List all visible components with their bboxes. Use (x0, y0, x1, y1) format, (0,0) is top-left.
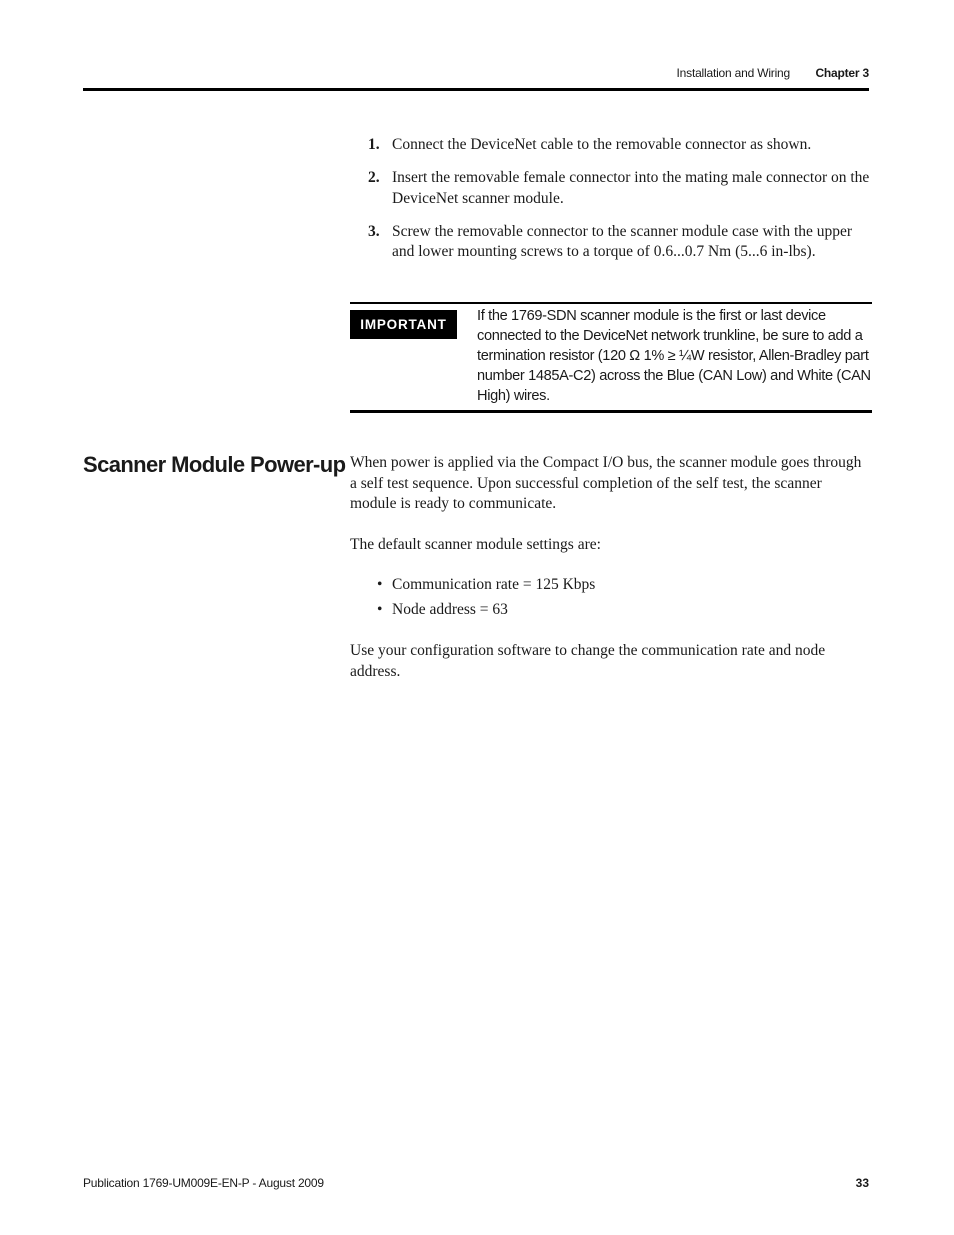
step-text: Connect the DeviceNet cable to the removable connector as shown. (392, 136, 812, 153)
step-number: 2. (368, 169, 380, 186)
section-heading: Scanner Module Power-up (83, 452, 346, 477)
step-number: 3. (368, 222, 380, 240)
important-text: If the 1769-SDN scanner module is the first or last device connected to the DeviceNet network trunkline, be sure to add a termination resistor (120 Ω 1% ≥ ¼W resistor, Allen-Bradley part number 1485A-C2) across the Blue (CAN Low) and White (CAN High) wires. (477, 308, 871, 404)
bullet-icon: • (377, 601, 383, 618)
step-item (350, 135, 870, 156)
notice-bottom-rule (350, 410, 872, 413)
header-section-title: Installation and Wiring (676, 66, 790, 80)
bullet-icon: • (377, 576, 383, 593)
step-text: Insert the removable female connector into the mating male connector on the DeviceNet scanner module. (392, 169, 870, 207)
header-chapter-label: Chapter 3 (815, 66, 869, 80)
list-item (350, 575, 850, 596)
step-number: 1. (368, 136, 380, 153)
bullet-text: Node address = 63 (392, 601, 508, 618)
step-item (350, 168, 870, 209)
defaults-intro-paragraph: The default scanner module settings are: (350, 536, 601, 553)
installation-steps-list (350, 135, 870, 275)
page-number: 33 (855, 1176, 869, 1190)
default-settings-list (350, 575, 850, 625)
step-item (350, 222, 870, 263)
step-text: Screw the removable connector to the scanner module case with the upper and lower mounting screws to a torque of 0.6...0.7 Nm (5...6 in-lbs). (392, 222, 853, 260)
running-header (83, 66, 869, 82)
important-notice (350, 302, 872, 413)
footer-publication: Publication 1769-UM009E-EN-P - August 2009 (83, 1176, 324, 1190)
bullet-text: Communication rate = 125 Kbps (392, 576, 596, 593)
closing-paragraph: Use your configuration software to change the communication rate and node address. (350, 642, 826, 680)
notice-top-rule (350, 302, 872, 304)
important-badge: IMPORTANT (350, 310, 457, 339)
power-up-paragraph: When power is applied via the Compact I/O bus, the scanner module goes through a self test sequence. Upon successful completion of the self test, the scanner module is ready to communicate. (350, 454, 862, 512)
header-rule (83, 88, 869, 91)
list-item (350, 600, 850, 621)
